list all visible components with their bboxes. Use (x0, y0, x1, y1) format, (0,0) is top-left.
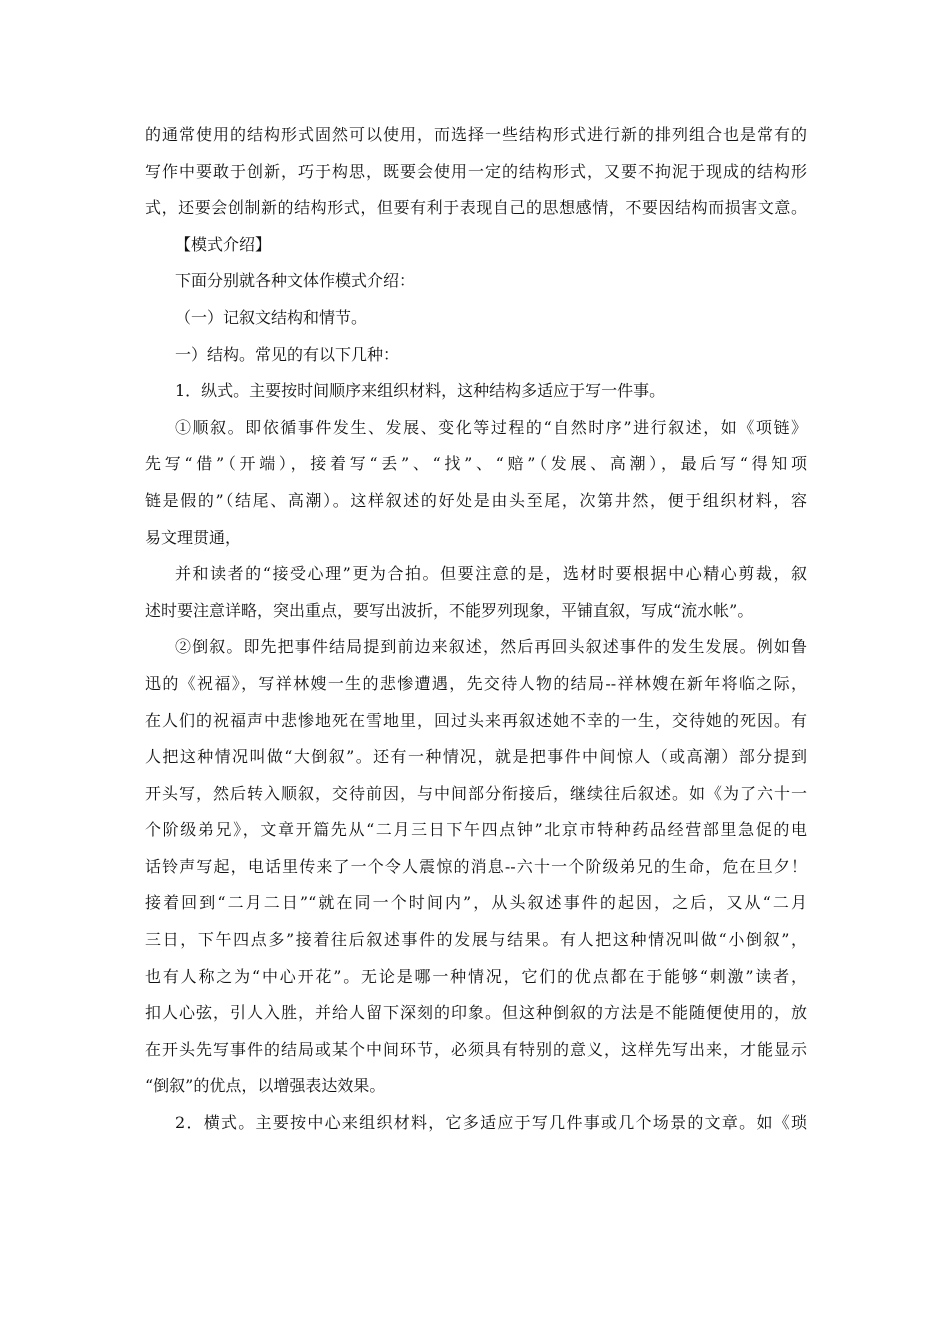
text-line: 的通常使用的结构形式固然可以使用，而选择一些结构形式进行新的排列组合也是常有的 (145, 125, 807, 144)
text-line: 在人们的祝福声中悲惨地死在雪地里，回过头来再叙述她不幸的一生，交待她的死因。有 (145, 710, 807, 730)
text-line: 述时要注意详略，突出重点，要写出波折，不能罗列现象，平铺直叙，写成“流水帐”。 (145, 600, 754, 620)
text-line: 式，还要会创制新的结构形式，但要有利于表现自己的思想感情，不要因结构而损害文意。 (145, 198, 807, 218)
text-line: 迅的《祝福》，写祥林嫂一生的悲惨遭遇，先交待人物的结局--祥林嫂在新年将临之际， (145, 673, 807, 693)
text-line: “倒叙”的优点，以增强表达效果。 (145, 1076, 386, 1096)
text-line: 扣人心弦，引人入胜，并给人留下深刻的印象。但这种倒叙的方法是不能随便使用的，放 (145, 1003, 807, 1023)
text-line: 写作中要敢于创新，巧于构思，既要会使用一定的结构形式，又要不拘泥于现成的结构形 (145, 161, 807, 181)
text-line: 在开头先写事件的结局或某个中间环节，必须具有特别的意义，这样先写出来，才能显示 (145, 1039, 807, 1059)
text-line: ②倒叙。即先把事件结局提到前边来叙述，然后再回头叙述事件的发生发展。例如鲁 (175, 637, 807, 657)
text-line: ①顺叙。即依循事件发生、发展、变化等过程的“自然时序”进行叙述，如《项链》 (175, 417, 807, 437)
text-line: 也有人称之为“中心开花”。无论是哪一种情况，它们的优点都在于能够“刺激”读者， (145, 966, 807, 986)
document-body (145, 117, 807, 1142)
text-line: 先写“借”（开端），接着写“丢”、“找”、“赔”（发展、高潮），最后写“得知项 (145, 454, 807, 474)
text-line: 三日，下午四点多”接着往后叙述事件的发展与结果。有人把这种情况叫做“小倒叙”， (145, 930, 807, 950)
text-line: 个阶级弟兄》，文章开篇先从“二月三日下午四点钟”北京市特种药品经营部里急促的电 (145, 820, 807, 840)
text-line: 2．横式。主要按中心来组织材料，它多适应于写几件事或几个场景的文章。如《琐 (175, 1113, 807, 1133)
text-line: 一）结构。常见的有以下几种： (175, 344, 400, 364)
text-line: 人把这种情况叫做“大倒叙”。还有一种情况，就是把事件中间惊人（或高潮）部分提到 (145, 747, 807, 767)
text-line: 1．纵式。主要按时间顺序来组织材料，这种结构多适应于写一件事。 (175, 381, 666, 401)
text-line: 开头写，然后转入顺叙，交待前因，与中间部分衔接后，继续往后叙述。如《为了六十一 (145, 783, 807, 803)
text-line: 易文理贯通， (145, 527, 242, 547)
text-line: 链是假的”（结尾、高潮）。这样叙述的好处是由头至尾，次第井然，便于组织材料，容 (145, 490, 807, 510)
text-line: 并和读者的“接受心理”更为合拍。但要注意的是，选材时要根据中心精心剪裁，叙 (175, 564, 807, 584)
text-line: 下面分别就各种文体作模式介绍： (175, 271, 416, 291)
text-line: 【模式介绍】 (175, 234, 272, 254)
text-line: 接着回到“二月二日”“就在同一个时间内”，从头叙述事件的起因，之后，又从“二月 (145, 893, 807, 913)
text-line: 话铃声写起，电话里传来了一个令人震惊的消息--六十一个阶级弟兄的生命，危在旦夕！ (145, 856, 807, 876)
text-line: （一）记叙文结构和情节。 (175, 307, 368, 327)
